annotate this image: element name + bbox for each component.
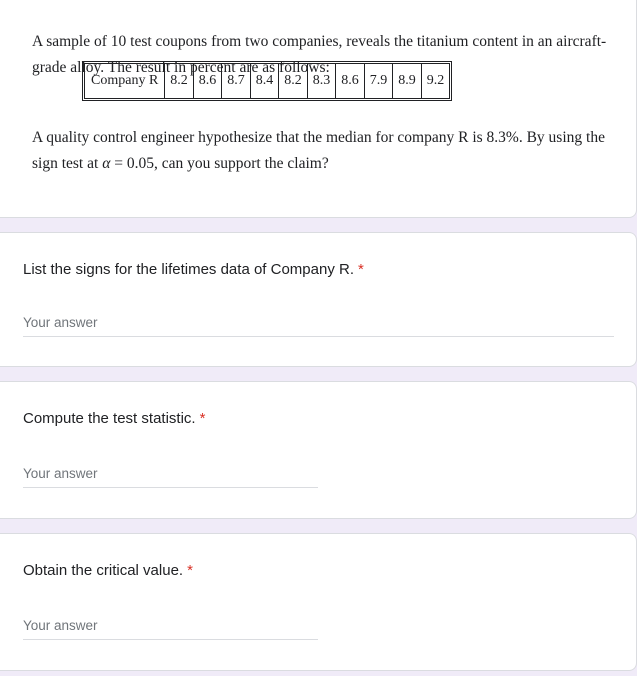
description-card [0,0,637,218]
question-card-signs [0,232,637,367]
required-asterisk: * [187,562,193,579]
required-asterisk: * [358,261,364,278]
table-row-label: Company R [85,64,165,99]
table-cell: 7.9 [364,64,393,99]
table-cell: 8.9 [393,64,422,99]
table-cell: 8.3 [307,64,336,99]
description-paragraph-2 [32,125,617,177]
company-r-data-table [84,63,450,99]
test-statistic-answer-input[interactable] [23,466,318,488]
question-title [23,410,205,427]
table-cell: 9.2 [421,64,450,99]
table-cell: 8.2 [279,64,308,99]
question-title [23,562,193,579]
signs-answer-input[interactable] [23,315,614,337]
question-text: Compute the test statistic. [23,410,196,427]
question-card-critical-value [0,533,637,671]
alpha-symbol: α [102,155,111,172]
table-row [85,64,450,99]
description-paragraph-2-end: = 0.05, can you support the claim? [110,155,329,172]
description-paragraph-1: A sample of 10 test coupons from two companies, reveals the titanium content in an aircraft-grade alloy. The result in percent are as follows: [32,33,607,76]
question-card-test-statistic [0,381,637,519]
required-asterisk: * [199,410,206,427]
critical-value-answer-input[interactable] [23,618,318,640]
description-paragraph-2-start: A quality control engineer hypothesize that the median for company R is 8.3%. By using the sign test at [32,129,605,172]
question-title [23,261,364,278]
question-text: List the signs for the lifetimes data of Company R. [23,261,354,278]
table-cell: 8.6 [193,64,222,99]
table-cell: 8.6 [336,64,365,99]
table-cell: 8.4 [250,64,279,99]
table-cell: 8.2 [165,64,194,99]
question-text: Obtain the critical value. [23,562,184,579]
table-cell: 8.7 [222,64,251,99]
